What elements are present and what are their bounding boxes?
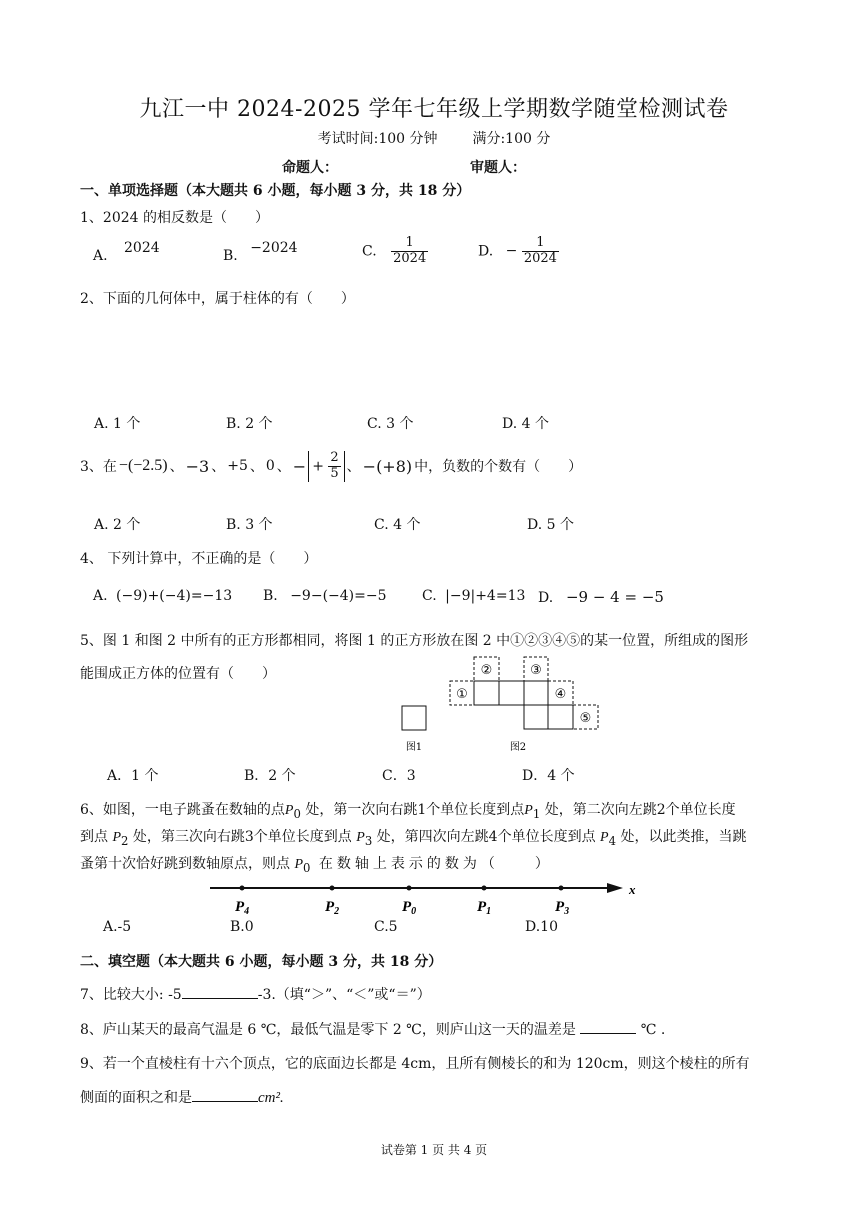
q8-answer-blank[interactable]: [580, 1033, 636, 1034]
q6-p4: P: [600, 830, 609, 845]
fig2-caption: 图2: [509, 742, 527, 753]
q6-p0: P: [284, 803, 294, 818]
point-p4-label: $P_4$: [235, 899, 250, 917]
position-5-label: ⑤: [579, 711, 592, 726]
q6-line-1: [80, 799, 736, 821]
point-p4: [240, 886, 245, 891]
q3-prefix: 3、在: [80, 459, 117, 476]
q4-option-a: [93, 588, 232, 604]
fig2-square: [474, 681, 499, 705]
q6-text: 6、如图，一电子跳蚤在数轴的点: [80, 802, 285, 818]
q4-d-expr: −9 − 4 = −5: [565, 588, 664, 606]
fig1-caption: 图1: [405, 742, 423, 753]
q4-option-b: [263, 588, 387, 604]
q3-term-5-fraction: [328, 451, 340, 482]
reviewer-label: 审题人：: [470, 160, 526, 176]
q1-option-b: [223, 240, 298, 264]
full-score: 满分:100 分: [472, 131, 551, 147]
q4-b-label: B.: [263, 588, 278, 604]
q4-a-label: A.: [93, 588, 108, 604]
q4-d-label: D.: [538, 590, 554, 606]
q3-term-1: −(−2.5): [118, 457, 168, 475]
q3-term-5-minus: −: [292, 456, 307, 476]
q5-option-a: A．1 个: [107, 768, 159, 784]
q6-p2: P: [112, 830, 122, 845]
q8-text-a: 8、庐山某天的最高气温是 6 ℃，最低气温是零下 2 ℃，则庐山这一天的温差是: [80, 1022, 581, 1038]
q3-sep: 、: [276, 459, 291, 476]
point-p0-label: $P_0$: [402, 899, 417, 917]
q6-line-3: [80, 853, 553, 875]
q6-text: 处，以此类推，当跳: [616, 829, 747, 845]
q6-option-c: C.5: [374, 919, 398, 935]
page-title: 九江一中 2024-2025 学年七年级上学期数学随堂检测试卷: [139, 97, 729, 122]
point-p2: [330, 886, 335, 891]
q6-text: 到点: [80, 829, 113, 845]
q7-stem: [80, 984, 431, 1004]
q1-c-fraction: [391, 236, 428, 267]
point-p2-label: $P_2$: [325, 899, 340, 917]
q6-p1: P: [524, 803, 533, 818]
q4-c-label: C.: [422, 588, 437, 604]
q7-text-b: -3.（填“＞”、“＜”或“＝”）: [257, 987, 431, 1003]
q1-option-a: [93, 240, 160, 264]
q1-d-fraction: [522, 236, 559, 267]
q6-text: 处，第二次向左跳2个单位长度: [540, 802, 736, 818]
q3-term-5-num: 2: [330, 450, 339, 465]
fig2-square: [499, 681, 524, 705]
q1-d-den: 2024: [523, 250, 557, 266]
axis-x-label: x: [629, 882, 636, 897]
q3-term-5-abs: [308, 451, 344, 482]
q2-stem: 2、下面的几何体中，属于柱体的有（ ）: [80, 291, 355, 307]
q6-p1-sub: 1: [532, 806, 541, 821]
exam-time: 考试时间:100 分钟: [317, 131, 438, 147]
q6-p3-sub: 3: [364, 833, 373, 848]
q8-text-b: ℃ .: [636, 1022, 666, 1038]
q3-term-6: −(+8): [362, 456, 413, 476]
q1-d-sign: −: [505, 243, 518, 260]
q4-c-expr: |−9|+4=13: [445, 588, 526, 604]
q6-option-d: D.10: [525, 919, 558, 935]
point-p0: [407, 886, 412, 891]
q9-unit: cm².: [258, 1090, 284, 1106]
q1-option-d: [478, 236, 559, 267]
q1-a-value: 2024: [124, 240, 160, 256]
exam-info: [0, 128, 868, 148]
q3-term-5-sign: +: [312, 458, 324, 475]
q4-b-expr: −9−(−4)=−5: [290, 588, 387, 604]
section-2-title: 二、填空题（本大题共 6 小题，每小题 3 分，共 18 分）: [80, 954, 443, 970]
q6-text: 在数轴上表示的数为（ ）: [310, 856, 553, 872]
q6-text: 处，第一次向右跳1个单位长度到点: [300, 802, 525, 818]
q1-d-label: D.: [478, 243, 494, 260]
q1-d-num: 1: [536, 235, 545, 250]
q6-option-a: A.-5: [103, 919, 132, 935]
q3-term-2: −3: [185, 456, 210, 476]
q3-sep: 、: [169, 459, 184, 476]
q3-option-d: D. 5 个: [527, 517, 574, 533]
q6-text: 处，第三次向右跳3个单位长度到点: [128, 829, 357, 845]
q7-text-a: 7、比较大小: -5: [80, 987, 182, 1003]
fig2-square: [548, 705, 573, 729]
q6-p3: P: [356, 830, 365, 845]
q1-c-label: C.: [362, 243, 377, 260]
q3-suffix: 中，负数的个数有（ ）: [414, 459, 583, 476]
q2-option-c: C. 3 个: [367, 416, 414, 432]
q1-a-label: A.: [93, 248, 108, 264]
net-figures: [395, 650, 610, 760]
q3-option-b: B. 3 个: [226, 517, 273, 533]
point-p3-label: $P_3$: [555, 899, 570, 917]
q6-p0: P: [294, 857, 304, 872]
q3-option-a: A. 2 个: [94, 517, 141, 533]
q3-term-3: +5: [227, 458, 248, 475]
section-1-title: 一、单项选择题（本大题共 6 小题，每小题 3 分，共 18 分）: [80, 183, 471, 199]
q1-b-value: −2024: [250, 240, 298, 256]
fig2-square: [524, 705, 548, 729]
q6-line-2: [80, 826, 746, 848]
q5-option-b: B．2 个: [244, 768, 296, 784]
point-p1: [482, 886, 487, 891]
setter-label: 命题人：: [282, 160, 338, 176]
position-2-label: ②: [480, 663, 493, 678]
point-p1-label: $P_1$: [477, 899, 492, 917]
q3-stem: [80, 451, 582, 482]
position-4-label: ④: [554, 687, 567, 702]
q4-option-d: [538, 588, 664, 606]
number-line: [205, 878, 645, 918]
q6-text: 蚤第十次恰好跳到数轴原点，则点: [80, 856, 295, 872]
position-3-label: ③: [530, 663, 542, 678]
q3-term-4: 0: [265, 458, 275, 475]
q6-p4-sub: 4: [608, 833, 617, 848]
axis-arrow-icon: [607, 883, 623, 893]
q2-option-d: D. 4 个: [502, 416, 549, 432]
q9-line-2: [80, 1087, 284, 1107]
q3-term-5-den: 5: [330, 465, 339, 481]
q3-sep: 、: [249, 459, 264, 476]
q1-stem: 1、2024 的相反数是（ ）: [80, 210, 269, 226]
q6-option-b: B.0: [230, 919, 254, 935]
page-footer: 试卷第 1 页 共 4 页: [380, 1143, 488, 1157]
q6-text: 处，第四次向左跳4个单位长度到点: [372, 829, 601, 845]
q1-c-num: 1: [405, 235, 414, 250]
q4-a-expr: (−9)+(−4)=−13: [116, 588, 233, 604]
q9-answer-blank[interactable]: [192, 1101, 258, 1102]
q3-sep: 、: [346, 459, 361, 476]
q3-option-c: C. 4 个: [374, 517, 421, 533]
q9-text-a: 侧面的面积之和是: [80, 1090, 192, 1106]
q4-option-c: [422, 588, 525, 604]
q6-p2-sub: 2: [121, 833, 129, 848]
q5-line-2: 能围成正方体的位置有（ ）: [80, 666, 276, 682]
q5-line-1: 5、图 1 和图 2 中所有的正方形都相同，将图 1 的正方形放在图 2 中①②③④⑤的某一位置，所组成的图形: [80, 633, 749, 649]
q6-p0-sub: 0: [303, 860, 311, 875]
q9-line-1: 9、若一个直棱柱有十六个顶点，它的底面边长都是 4cm，且所有侧棱长的和为 120cm，则这个棱柱的所有: [80, 1056, 750, 1072]
q6-p0-sub: 0: [293, 806, 301, 821]
point-p3: [559, 886, 564, 891]
q7-answer-blank[interactable]: [182, 998, 258, 999]
q1-b-label: B.: [223, 248, 238, 264]
fig1-square: [402, 706, 426, 730]
q8-stem: [80, 1019, 665, 1039]
q1-c-den: 2024: [393, 250, 427, 266]
q1-option-c: [362, 236, 428, 267]
q5-option-c: C．3: [382, 768, 416, 784]
q4-stem: 4、 下列计算中，不正确的是（ ）: [80, 551, 318, 567]
position-1-label: ①: [456, 687, 468, 702]
q2-option-a: A. 1 个: [94, 416, 141, 432]
fig2-square: [524, 681, 548, 705]
q3-sep: 、: [211, 459, 226, 476]
q5-option-d: D．4 个: [522, 768, 575, 784]
q2-option-b: B. 2 个: [226, 416, 273, 432]
